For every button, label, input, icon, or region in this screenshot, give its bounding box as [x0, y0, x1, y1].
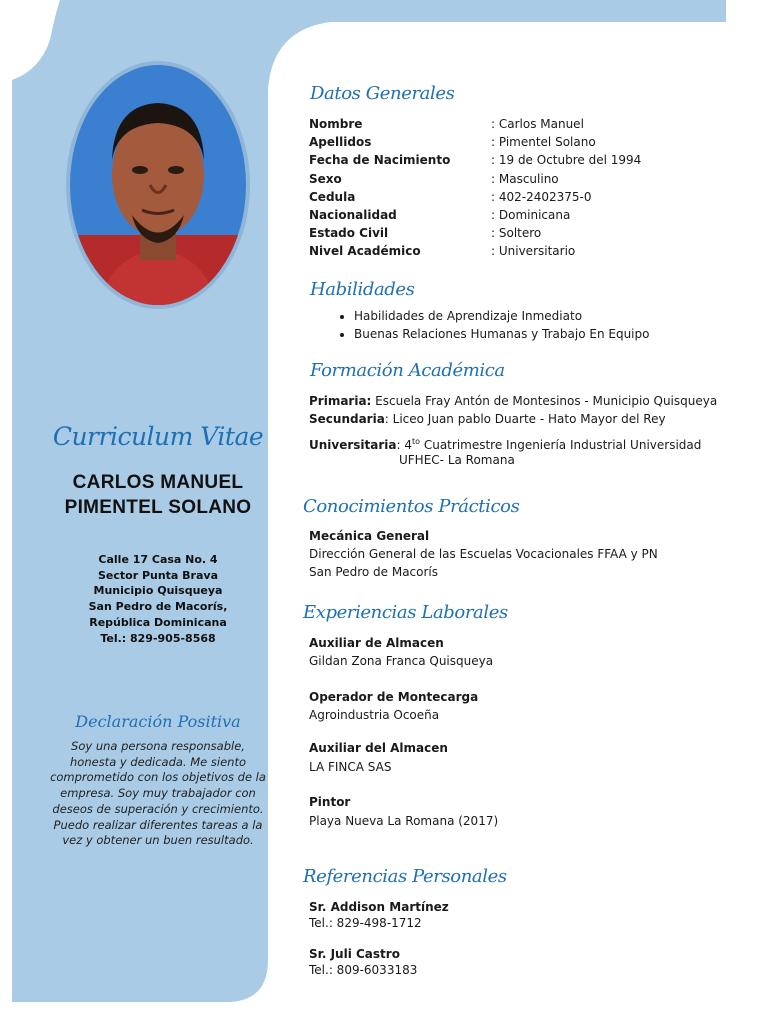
list-item: • Habilidades de Aprendizaje Inmediato — [354, 307, 649, 325]
universitaria-label: Universitaria — [309, 438, 397, 452]
candidate-name — [20, 470, 296, 520]
data-value: : Soltero — [491, 226, 542, 241]
profile-photo — [70, 65, 246, 305]
address-line: Sector Punta Brava — [97, 568, 219, 582]
job-place: Gildan Zona Franca Quisqueya — [309, 654, 494, 668]
job-place: LA FINCA SAS — [309, 760, 392, 774]
data-label: Sexo — [309, 171, 342, 186]
data-value: : Universitario — [491, 244, 576, 259]
conocimientos-line: Dirección General de las Escuelas Vocacionales FFAA y PN — [309, 547, 658, 561]
reference-phone: Tel.: 829-498-1712 — [309, 916, 422, 930]
universitaria-sup: to — [412, 437, 421, 446]
data-label: Cedula — [309, 189, 356, 204]
conocimientos-line: San Pedro de Macorís — [309, 565, 439, 579]
portrait-image — [70, 65, 246, 305]
address-line: Municipio Quisqueya — [93, 584, 223, 598]
data-value: : 402-2402375-0 — [491, 189, 592, 204]
address-line: República Dominicana — [89, 615, 227, 629]
data-value: : Dominicana — [491, 207, 571, 222]
job-role: Pintor — [309, 795, 351, 809]
declaration-title: Declaración Positiva — [75, 712, 241, 731]
data-label: Estado Civil — [309, 226, 389, 241]
job-role: Operador de Montecarga — [309, 690, 479, 704]
data-label: Apellidos — [309, 135, 372, 150]
data-value: : Carlos Manuel — [491, 117, 584, 131]
section-title-formacion: Formación Académica — [310, 360, 505, 381]
section-title-habilidades: Habilidades — [310, 279, 415, 300]
data-value: : 19 de Octubre del 1994 — [491, 153, 642, 168]
reference-phone: Tel.: 809-6033183 — [309, 963, 418, 977]
education-primaria — [309, 392, 717, 410]
address-line: San Pedro de Macorís, — [88, 600, 228, 614]
name-line-1: CARLOS MANUEL — [72, 472, 244, 493]
declaration-body: Soy una persona responsable, honesta y dedicada. Me siento comprometido con los objetivos de la empresa. Soy muy trabajador con deseos de superación y crecimiento. Puedo realizar diferentes tareas a la vez y obtener un buen resultado. — [50, 739, 266, 848]
list-item: • Buenas Relaciones Humanas y Trabajo En Equipo — [354, 325, 649, 343]
section-title-conocimientos: Conocimientos Prácticos — [303, 496, 520, 517]
cv-title: Curriculum Vitae — [52, 422, 264, 451]
reference-name: Sr. Addison Martínez — [309, 900, 449, 914]
primaria-value: Escuela Fray Antón de Montesinos - Municipio Quisqueya — [371, 394, 718, 408]
address-line: Calle 17 Casa No. 4 — [98, 553, 218, 566]
name-line-2: PIMENTEL SOLANO — [64, 497, 252, 518]
reference-name: Sr. Juli Castro — [309, 947, 400, 961]
education-secundaria — [309, 410, 666, 428]
universitaria-prefix: : 4 — [396, 438, 412, 452]
data-label: Nacionalidad — [309, 207, 397, 222]
secundaria-label: Secundaria — [309, 412, 385, 426]
secundaria-value: : Liceo Juan pablo Duarte - Hato Mayor del Rey — [384, 412, 666, 426]
universitaria-value: Cuatrimestre Ingeniería Industrial Universidad — [420, 438, 702, 452]
data-label: Nombre — [309, 117, 363, 131]
section-title-datos: Datos Generales — [310, 83, 455, 104]
section-title-referencias: Referencias Personales — [303, 866, 507, 887]
contact-address — [40, 552, 276, 646]
job-role: Auxiliar de Almacen — [309, 636, 444, 650]
data-value: : Masculino — [491, 171, 559, 186]
job-place: Agroindustria Ocoeña — [309, 708, 440, 722]
phone-line: Tel.: 829-905-8568 — [100, 631, 216, 645]
primaria-label: Primaria: — [309, 394, 372, 408]
data-label: Fecha de Nacimiento — [309, 153, 451, 168]
job-role: Auxiliar del Almacen — [309, 741, 448, 755]
section-title-experiencias: Experiencias Laborales — [303, 602, 508, 623]
data-label: Nivel Académico — [309, 244, 421, 259]
skills-list — [330, 307, 649, 343]
job-place: Playa Nueva La Romana (2017) — [309, 814, 499, 828]
data-value: : Pimentel Solano — [491, 135, 596, 150]
conocimientos-heading: Mecánica General — [309, 529, 430, 543]
universitaria-line-2: UFHEC- La Romana — [399, 453, 515, 467]
